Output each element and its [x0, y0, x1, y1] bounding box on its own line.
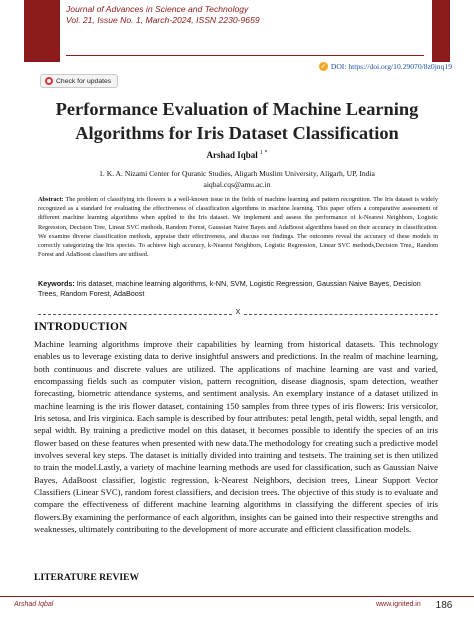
introduction-body: Machine learning algorithms improve their capabilities by learning from historical datasets. This technology enables us to leverage existing data to derive insightful answers and predictions. In the realm of machine learning, both continuous and discrete values are utilized. The applications of machine learning are vast and varied, encompassing fields such as computer vision, pattern recognition, disease diagnosis, spam detection, weather forecasting, biometric attendance systems, and sentiment analysis. An exemplary instance of a dataset utilized in machine learning is the iris flower dataset, containing 150 samples from three types of iris flowers: Iris versicolor, Iris setosa, and Iris virginica. Each sample is described by four attributes: petal length, petal width, sepal length, and sepal width. By training a predictive model on this dataset, it becomes possible to identify the species of an iris flower based on these features when presented with new data.The methodology for creating such a predictive model involves several key steps. The dataset is initially divided into training and testsets. The training set is then utilized to train the model.Lastly, a variety of machine learning methods are used for classification, such as Gaussian Naive Bayes, AdaBoost classifier, logistic regression, k-Nearest Neighbors, decision trees, Linear Support Vector Classifiers (Linear SVC), random forest classifiers, and decision trees. The objective of this study is to evaluate and compare the effectiveness of different machine learning algorithms in classifying the different species of iris flowers.By examining the performance of each algorithm, insights can be gained into their respective strengths and weaknesses, ultimately contributing to the development of more accurate and efficient classification models. [34, 339, 438, 535]
affiliation: 1. K. A. Nizami Center for Quranic Studies, Aligarh Muslim University, Aligarh, UP, India [99, 169, 375, 178]
author-name: Arshad Iqbal [206, 150, 258, 160]
page-number: 186 [435, 599, 453, 611]
header-rule [66, 55, 424, 56]
title-line-2: Algorithms for Iris Dataset Classification [75, 123, 399, 143]
affiliation-block [0, 168, 474, 190]
journal-issue: Vol. 21, Issue No. 1, March-2024, ISSN 2230-9659 [66, 14, 260, 25]
author-email[interactable]: aiqbal.cqs@amu.ac.in [203, 180, 271, 189]
abstract-label: Abstract: [38, 196, 64, 203]
literature-review-heading: LITERATURE REVIEW [34, 572, 140, 583]
check-for-updates-button[interactable] [40, 74, 118, 88]
abstract-text: The problem of classifying iris flowers is a well-known issue in the fields of machine learning and pattern recognition. The Iris dataset is widely recognized as a standard for evaluating the effectiveness of classification algorithms in machine learning. This paper offers a comparative assessment of different machine learning algorithms when applied to the Iris dataset. We implement and assess the performance of k-Nearest Neighbors, Logistic Regression, Decision Tree, Linear SVC methods, Random Forest, Gaussian Naive Bayes and AdaBoost algorithms based on their accuracy in classification. We examine diverse classification methods, appraise their effectiveness, and discuss our findings. The outcomes reveal the accuracy of these models in correctly categorizing the Iris species. To achieve high accuracy, k-Nearest Neighbors, Logistic Regression, Linear SVC methods,Decision Tree,, Random Forest and AdaBoost classifiers are utilised. [38, 196, 438, 259]
keywords-text: Iris dataset, machine learning algorithms, k-NN, SVM, Logistic Regression, Gaussian Naive Bayes, Decision Trees, Random Forest, AdaBoost [38, 279, 421, 299]
paper-title [20, 97, 454, 145]
divider-mark: X [233, 309, 244, 316]
author-superscript: 1 * [260, 150, 268, 156]
footer-url-link[interactable]: www.ignited.in [376, 601, 421, 608]
section-divider [38, 310, 438, 318]
check-updates-icon [45, 77, 53, 85]
doi-text: DOI: https://doi.org/10.29070/8z0jnq19 [330, 62, 452, 71]
abstract [38, 195, 438, 259]
introduction-heading: INTRODUCTION [34, 321, 128, 333]
journal-name: Journal of Advances in Science and Technology [66, 4, 249, 14]
check-updates-label: Check for updates [56, 77, 112, 85]
header-corner-block [432, 0, 450, 62]
keywords-label: Keywords: [38, 279, 75, 288]
journal-logo-block [24, 0, 60, 62]
journal-header [66, 4, 260, 25]
doi-link[interactable] [319, 62, 452, 71]
author-line [0, 150, 474, 160]
title-line-1: Performance Evaluation of Machine Learning [55, 99, 419, 119]
footer-author: Arshad Iqbal [14, 601, 54, 608]
footer-rule [0, 596, 474, 597]
keywords [38, 279, 438, 300]
doi-icon: ✓ [320, 64, 326, 70]
